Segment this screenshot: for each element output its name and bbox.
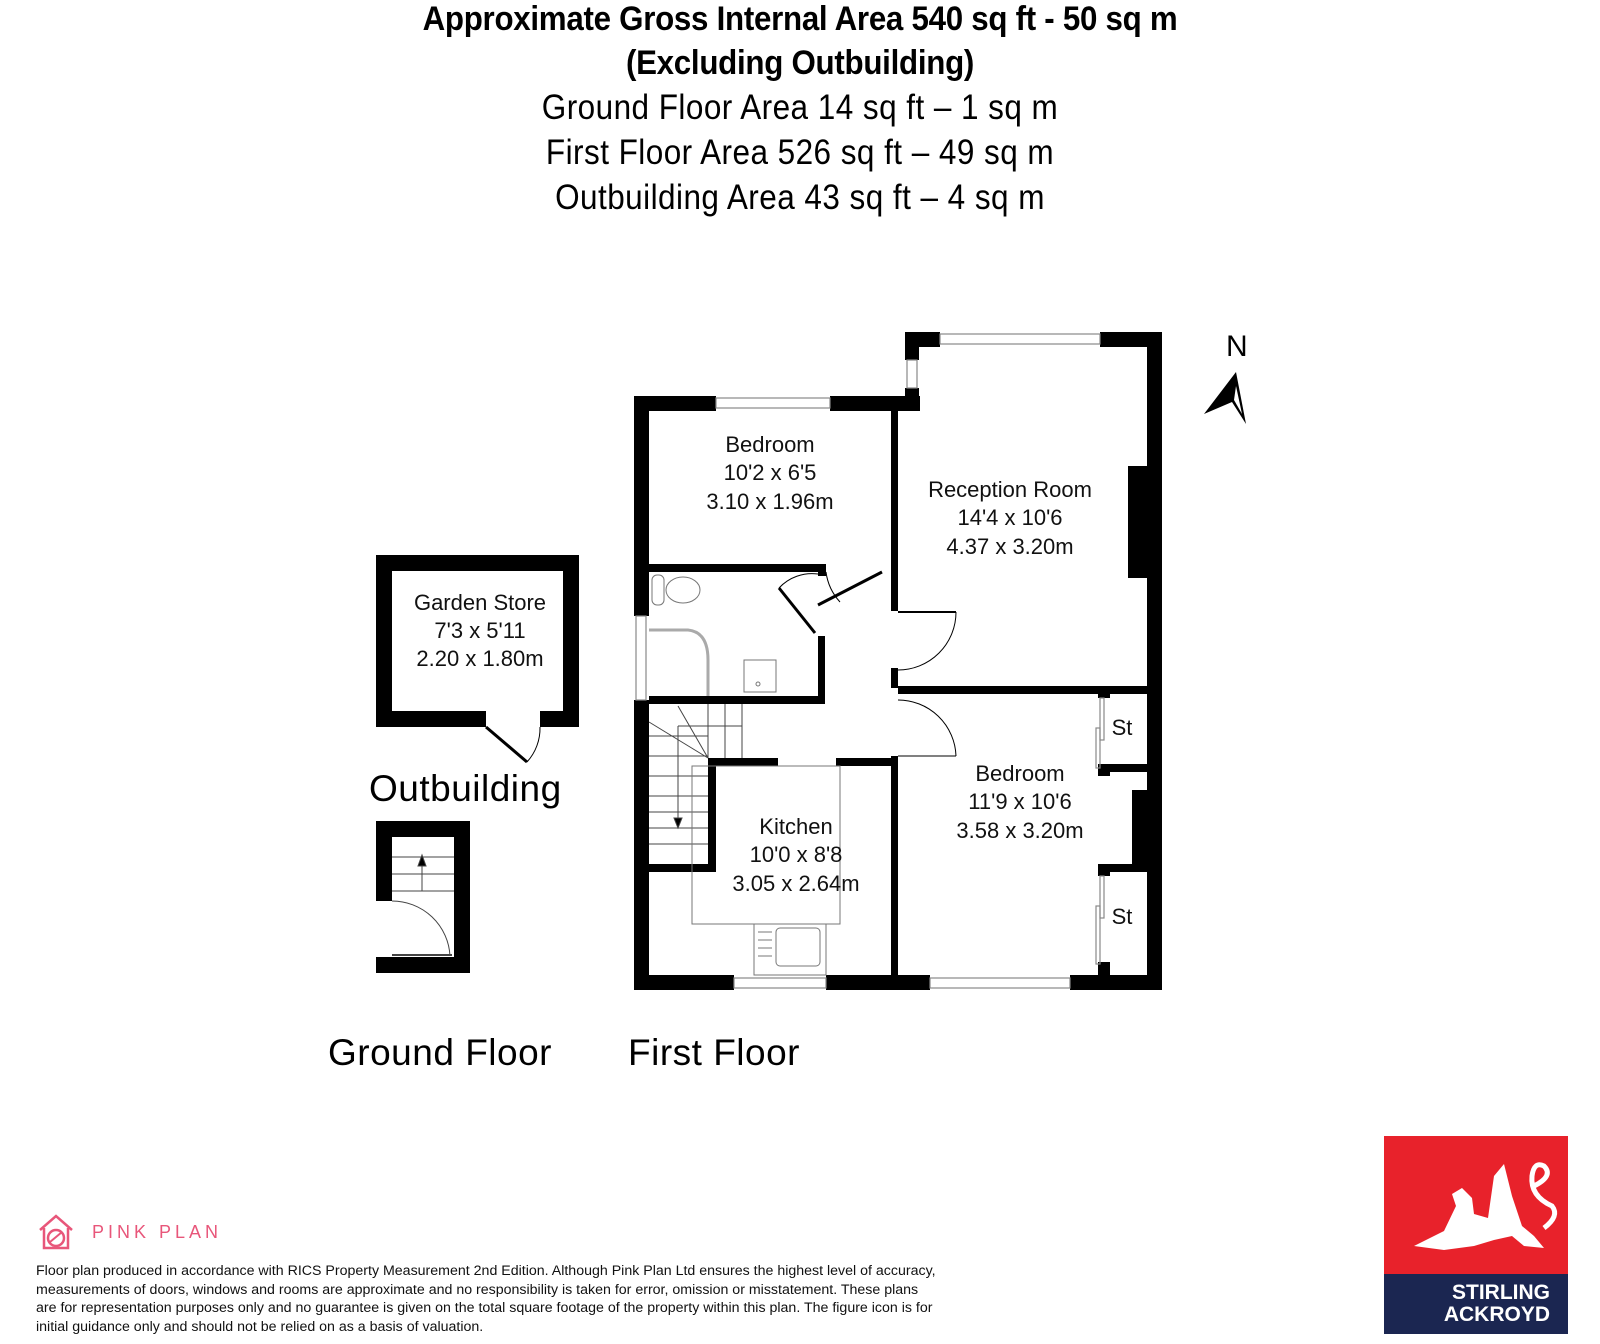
- north-label: N: [1226, 330, 1248, 363]
- bathroom-fixtures: [649, 575, 776, 696]
- pink-plan-brand: PINK PLAN: [92, 1221, 223, 1242]
- store1-name: St: [1111, 715, 1133, 740]
- north-arrow-icon: [1204, 372, 1246, 424]
- bedroom2-metric: 3.58 x 3.20m: [956, 818, 1084, 843]
- griffin-icon: [1384, 1136, 1568, 1274]
- house-logo-icon: [36, 1212, 76, 1252]
- garden-store-name: Garden Store: [413, 590, 547, 615]
- ground-floor-area: Ground Floor Area 14 sq ft – 1 sq m: [541, 88, 1059, 127]
- agent-name-line2: ACKROYD: [1443, 1303, 1550, 1326]
- windows: [636, 334, 1100, 988]
- stirling-ackroyd-logo: [1384, 1136, 1568, 1334]
- outbuilding-door: [486, 727, 540, 762]
- outbuilding-label: Outbuilding: [369, 768, 562, 809]
- bedroom2-name: Bedroom: [975, 761, 1065, 786]
- first-floor-walls: [634, 332, 1162, 990]
- staircase: [649, 704, 742, 844]
- reception-metric: 4.37 x 3.20m: [946, 534, 1074, 559]
- ground-floor-label: Ground Floor: [328, 1032, 552, 1073]
- bedroom1-metric: 3.10 x 1.96m: [706, 489, 834, 514]
- pink-plan-logo: [36, 1212, 222, 1252]
- garden-store-imperial: 7'3 x 5'11: [434, 618, 526, 643]
- room-labels: [414, 432, 1132, 929]
- store2-name: St: [1111, 904, 1133, 929]
- ground-floor-stairs: [392, 855, 454, 956]
- disclaimer-text: Floor plan produced in accordance with RICS Property Measurement 2nd Edition. Although Pink Plan Ltd ensures the highest level of accuracy, measurements of doors, windows and rooms are approximate and no responsibility is taken for error, omission or misstatement. These plans are for representation purposes only and no guarantee is given on the total square footage of the property within this plan. The figure icon is for initial guidance only and should not be relied on as a basis of valuation.: [36, 1263, 936, 1335]
- logo-navy-panel: [1384, 1274, 1568, 1334]
- store-sliding-doors: [1096, 698, 1104, 964]
- kitchen-metric: 3.05 x 2.64m: [732, 871, 860, 896]
- garden-store-metric: 2.20 x 1.80m: [416, 646, 544, 671]
- first-floor-label: First Floor: [628, 1032, 800, 1073]
- bedroom2-imperial: 11'9 x 10'6: [968, 789, 1072, 814]
- ground-floor-walls: [376, 821, 470, 973]
- first-floor-area: First Floor Area 526 sq ft – 49 sq m: [545, 133, 1055, 172]
- logo-red-panel: [1384, 1136, 1568, 1274]
- reception-imperial: 14'4 x 10'6: [957, 505, 1063, 530]
- gross-area-title: Approximate Gross Internal Area 540 sq ft - 50 sq m: [422, 0, 1178, 38]
- bedroom1-name: Bedroom: [725, 432, 815, 457]
- outbuilding-area: Outbuilding Area 43 sq ft – 4 sq m: [555, 178, 1045, 217]
- bedroom1-imperial: 10'2 x 6'5: [723, 460, 817, 485]
- doors: [779, 572, 956, 756]
- kitchen-imperial: 10'0 x 8'8: [749, 842, 843, 867]
- kitchen-name: Kitchen: [759, 814, 833, 839]
- reception-name: Reception Room: [928, 477, 1092, 502]
- agent-name-line1: STIRLING: [1452, 1281, 1550, 1304]
- excluding-note: (Excluding Outbuilding): [625, 44, 975, 82]
